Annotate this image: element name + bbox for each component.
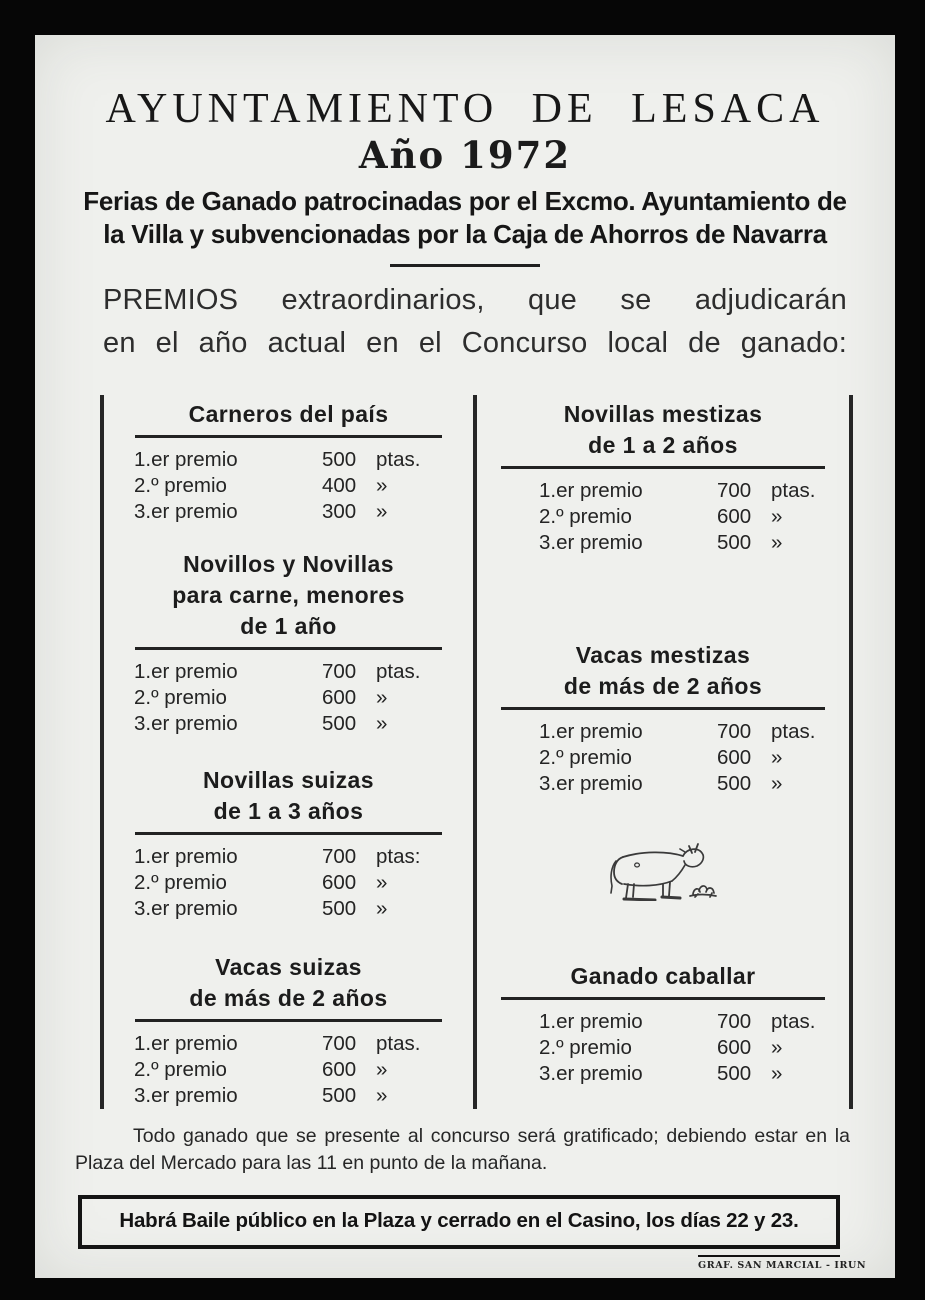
prize-unit: » [771, 1035, 783, 1059]
section-vacas-suizas [104, 952, 473, 1109]
prize-rank: 1.er premio [134, 659, 238, 683]
prize-amount: 600 [717, 1035, 752, 1059]
section-title-line: Novillas suizas [203, 766, 374, 793]
section-title-rule [135, 832, 441, 835]
closing-note: Todo ganado que se presente al concurso será gratificado; debiendo estar en la Plaza del Mercado para las 11 en punto de la mañana. [75, 1124, 850, 1174]
prize-rank: 2.º premio [539, 1035, 632, 1059]
prize-amount: 700 [322, 844, 357, 868]
sponsor-subtitle-line1: Ferias de Ganado patrocinadas por el Excmo. Ayuntamiento de [83, 186, 847, 217]
prize-row [539, 1009, 849, 1035]
prize-row [539, 478, 849, 504]
prize-unit: ptas. [771, 1009, 816, 1033]
prize-unit: » [376, 1057, 388, 1081]
prize-rank: 2.º premio [539, 745, 632, 769]
prize-amount: 500 [322, 447, 357, 471]
prize-rank: 3.er premio [134, 499, 238, 523]
prize-amount: 500 [717, 530, 752, 554]
prize-row [134, 659, 473, 685]
prize-unit: ptas. [376, 659, 421, 683]
prize-unit: » [376, 896, 388, 920]
section-title-line: de 1 a 3 años [213, 797, 364, 824]
prize-unit: » [376, 473, 388, 497]
prize-amount: 600 [717, 504, 752, 528]
prize-rank: 2.º premio [134, 685, 227, 709]
prize-amount: 300 [322, 499, 357, 523]
prize-amount: 500 [717, 1061, 752, 1085]
prize-amount: 600 [322, 685, 357, 709]
prize-columns [100, 395, 857, 1109]
prize-rank: 1.er premio [134, 844, 238, 868]
section-title-rule [501, 466, 825, 469]
sponsor-subtitle-line2: la Villa y subvencionadas por la Caja de Ahorros de Navarra [103, 218, 827, 249]
section-ganado-caballar [477, 961, 849, 1087]
prize-rank: 3.er premio [539, 1061, 643, 1085]
section-title-rule [135, 1019, 441, 1022]
prize-amount: 500 [322, 1083, 357, 1107]
prize-row [539, 1061, 849, 1087]
section-vacas-mestizas [477, 640, 849, 797]
prize-unit: » [376, 685, 388, 709]
prize-column-left [104, 395, 473, 1109]
section-title-rule [501, 997, 825, 1000]
prize-rank: 1.er premio [539, 1009, 643, 1033]
prize-rank: 2.º premio [539, 504, 632, 528]
section-title-line: de 1 a 2 años [588, 431, 738, 458]
prize-row [134, 844, 473, 870]
prize-row [134, 1031, 473, 1057]
prize-unit: ptas. [376, 447, 421, 471]
prize-unit: » [771, 504, 783, 528]
prize-row [539, 530, 849, 556]
prize-rank: 3.er premio [134, 896, 238, 920]
cow-icon [597, 839, 729, 901]
prize-amount: 700 [717, 1009, 752, 1033]
prize-column-right [473, 395, 853, 1109]
prize-row [134, 447, 473, 473]
prize-amount: 600 [717, 745, 752, 769]
prize-amount: 700 [717, 719, 752, 743]
prize-row [134, 499, 473, 525]
section-novillas-suizas [104, 765, 473, 922]
prize-row [539, 771, 849, 797]
section-novillas-mestizas [477, 399, 849, 556]
section-carneros-del-pais [104, 399, 473, 525]
section-title-line: Vacas mestizas [575, 641, 751, 668]
section-novillos-y-novillas [104, 549, 473, 737]
section-title-line: Ganado caballar [570, 962, 756, 989]
page-title: AYUNTAMIENTO DE LESACA [105, 86, 825, 132]
announcement-box [78, 1195, 840, 1249]
section-title-line: Novillos y Novillas [183, 550, 394, 577]
printer-credit: GRAF. SAN MARCIAL - IRUN [698, 1255, 840, 1271]
section-title-rule [501, 707, 825, 710]
cow-illustration [597, 839, 729, 901]
prize-rank: 2.º premio [134, 1057, 227, 1081]
prize-row [539, 719, 849, 745]
prize-rank: 1.er premio [134, 1031, 238, 1055]
announcement-text: Habrá Baile público en la Plaza y cerrado en el Casino, los días 22 y 23. [119, 1208, 799, 1232]
prize-row [134, 1083, 473, 1109]
prize-rank: 1.er premio [539, 478, 643, 502]
prize-unit: » [376, 1083, 388, 1107]
prize-row [134, 870, 473, 896]
prize-rank: 2.º premio [134, 473, 227, 497]
prize-unit: » [771, 745, 783, 769]
intro-paragraph [103, 279, 847, 365]
prize-row [134, 711, 473, 737]
prize-row [134, 685, 473, 711]
prize-row [539, 745, 849, 771]
prize-rank: 3.er premio [134, 1083, 238, 1107]
prize-amount: 500 [717, 771, 752, 795]
prize-amount: 700 [322, 1031, 357, 1055]
prize-amount: 600 [322, 870, 357, 894]
prize-unit: ptas. [376, 1031, 421, 1055]
prize-unit: » [771, 771, 783, 795]
prize-amount: 700 [322, 659, 357, 683]
prize-amount: 700 [717, 478, 752, 502]
section-title-line: Carneros del país [188, 400, 389, 427]
prize-unit: ptas. [771, 478, 816, 502]
prize-rank: 3.er premio [539, 771, 643, 795]
prize-amount: 500 [322, 896, 357, 920]
prize-unit: » [376, 499, 388, 523]
section-title-line: de 1 año [240, 612, 337, 639]
prize-row [134, 1057, 473, 1083]
prize-rank: 2.º premio [134, 870, 227, 894]
section-title-line: para carne, menores [172, 581, 405, 608]
section-title-line: de más de 2 años [189, 984, 388, 1011]
prize-rank: 3.er premio [134, 711, 238, 735]
prize-unit: » [376, 870, 388, 894]
prize-row [539, 1035, 849, 1061]
intro-line2: en el año actual en el Concurso local de ganado: [103, 327, 847, 359]
poster-page [35, 35, 895, 1278]
divider-rule [390, 264, 540, 267]
prize-row [134, 473, 473, 499]
prize-amount: 500 [322, 711, 357, 735]
prize-unit: ptas: [376, 844, 421, 868]
section-title-rule [135, 647, 441, 650]
prize-unit: » [771, 530, 783, 554]
prize-amount: 400 [322, 473, 357, 497]
prize-rank: 1.er premio [134, 447, 238, 471]
prize-row [134, 896, 473, 922]
intro-line1: PREMIOS extraordinarios, que se adjudicarán [103, 284, 847, 317]
year-heading: Año 1972 [358, 133, 572, 178]
section-title-rule [135, 435, 441, 438]
prize-rank: 3.er premio [539, 530, 643, 554]
section-title-line: Vacas suizas [215, 953, 362, 980]
prize-unit: » [771, 1061, 783, 1085]
prize-rank: 1.er premio [539, 719, 643, 743]
prize-unit: ptas. [771, 719, 816, 743]
prize-unit: » [376, 711, 388, 735]
prize-amount: 600 [322, 1057, 357, 1081]
section-title-line: Novillas mestizas [563, 400, 763, 427]
section-title-line: de más de 2 años [563, 672, 763, 699]
prize-row [539, 504, 849, 530]
sponsor-subtitle [35, 185, 895, 250]
